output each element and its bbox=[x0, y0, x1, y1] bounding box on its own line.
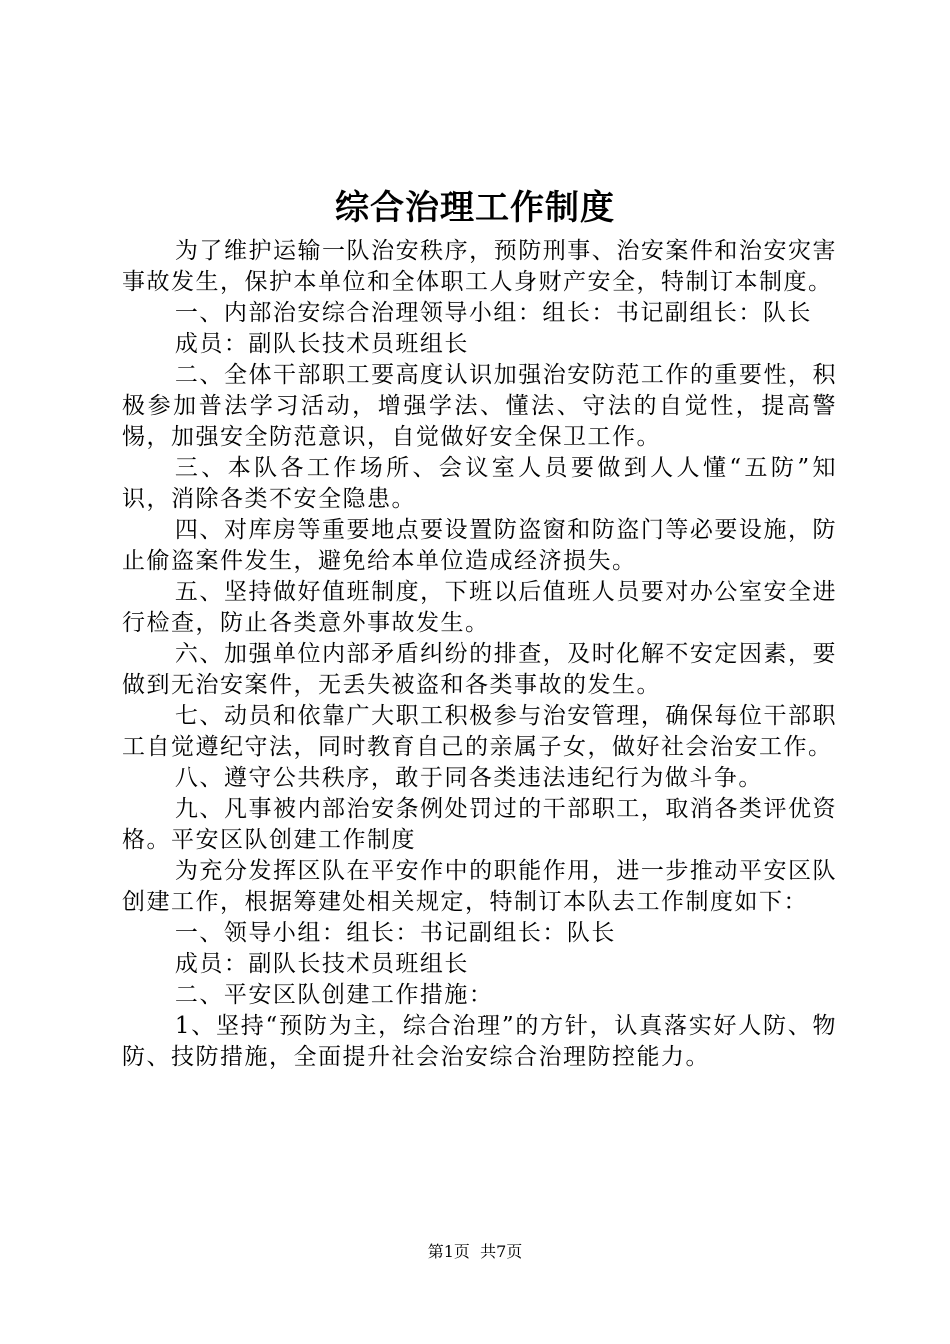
paragraph: 一、领导小组：组长：书记副组长：队长 bbox=[174, 920, 616, 946]
paragraph: 七、动员和依靠广大职工积极参与治安管理，确保每位干部职工自觉遵纪守法，同时教育自己的亲属子女，做好社会治安工作。 bbox=[122, 703, 837, 760]
paragraph: 为充分发挥区队在平安作中的职能作用，进一步推动平安区队创建工作，根据筹建处相关规定，特制订本队去工作制度如下： bbox=[122, 858, 837, 915]
paragraph: 九、凡事被内部治安条例处罚过的干部职工，取消各类评优资格。平安区队创建工作制度 bbox=[122, 796, 837, 853]
paragraph: 五、坚持做好值班制度，下班以后值班人员要对办公室安全进行检查，防止各类意外事故发生。 bbox=[122, 579, 837, 636]
paragraph: 成员：副队长技术员班组长 bbox=[174, 951, 469, 977]
paragraph: 1、坚持“预防为主，综合治理”的方针，认真落实好人防、物防、技防措施，全面提升社会治安综合治理防控能力。 bbox=[122, 1013, 837, 1070]
paragraph: 八、遵守公共秩序，敢于同各类违法违纪行为做斗争。 bbox=[174, 765, 763, 791]
document-title: 综合治理工作制度 bbox=[335, 188, 615, 228]
paragraph: 二、平安区队创建工作措施： bbox=[174, 982, 494, 1008]
paragraph: 成员：副队长技术员班组长 bbox=[174, 331, 469, 357]
paragraph: 一、内部治安综合治理领导小组：组长：书记副组长：队长 bbox=[174, 300, 812, 326]
paragraph: 为了维护运输一队治安秩序，预防刑事、治安案件和治安灾害事故发生，保护本单位和全体职工人身财产安全，特制订本制度。 bbox=[122, 238, 837, 295]
page-footer bbox=[0, 1240, 950, 1264]
paragraph: 六、加强单位内部矛盾纠纷的排查，及时化解不安定因素，要做到无治安案件，无丢失被盗和各类事故的发生。 bbox=[122, 641, 837, 698]
paragraph: 三、本队各工作场所、会议室人员要做到人人懂“五防”知识，消除各类不安全隐患。 bbox=[122, 455, 837, 512]
document-body bbox=[122, 236, 837, 1073]
paragraph: 四、对库房等重要地点要设置防盗窗和防盗门等必要设施，防止偷盗案件发生，避免给本单位造成经济损失。 bbox=[122, 517, 837, 574]
paragraph: 二、全体干部职工要高度认识加强治安防范工作的重要性，积极参加普法学习活动，增强学法、懂法、守法的自觉性，提高警惕，加强安全防范意识，自觉做好安全保卫工作。 bbox=[122, 362, 837, 450]
page-number: 第1页 共7页 bbox=[427, 1242, 523, 1261]
